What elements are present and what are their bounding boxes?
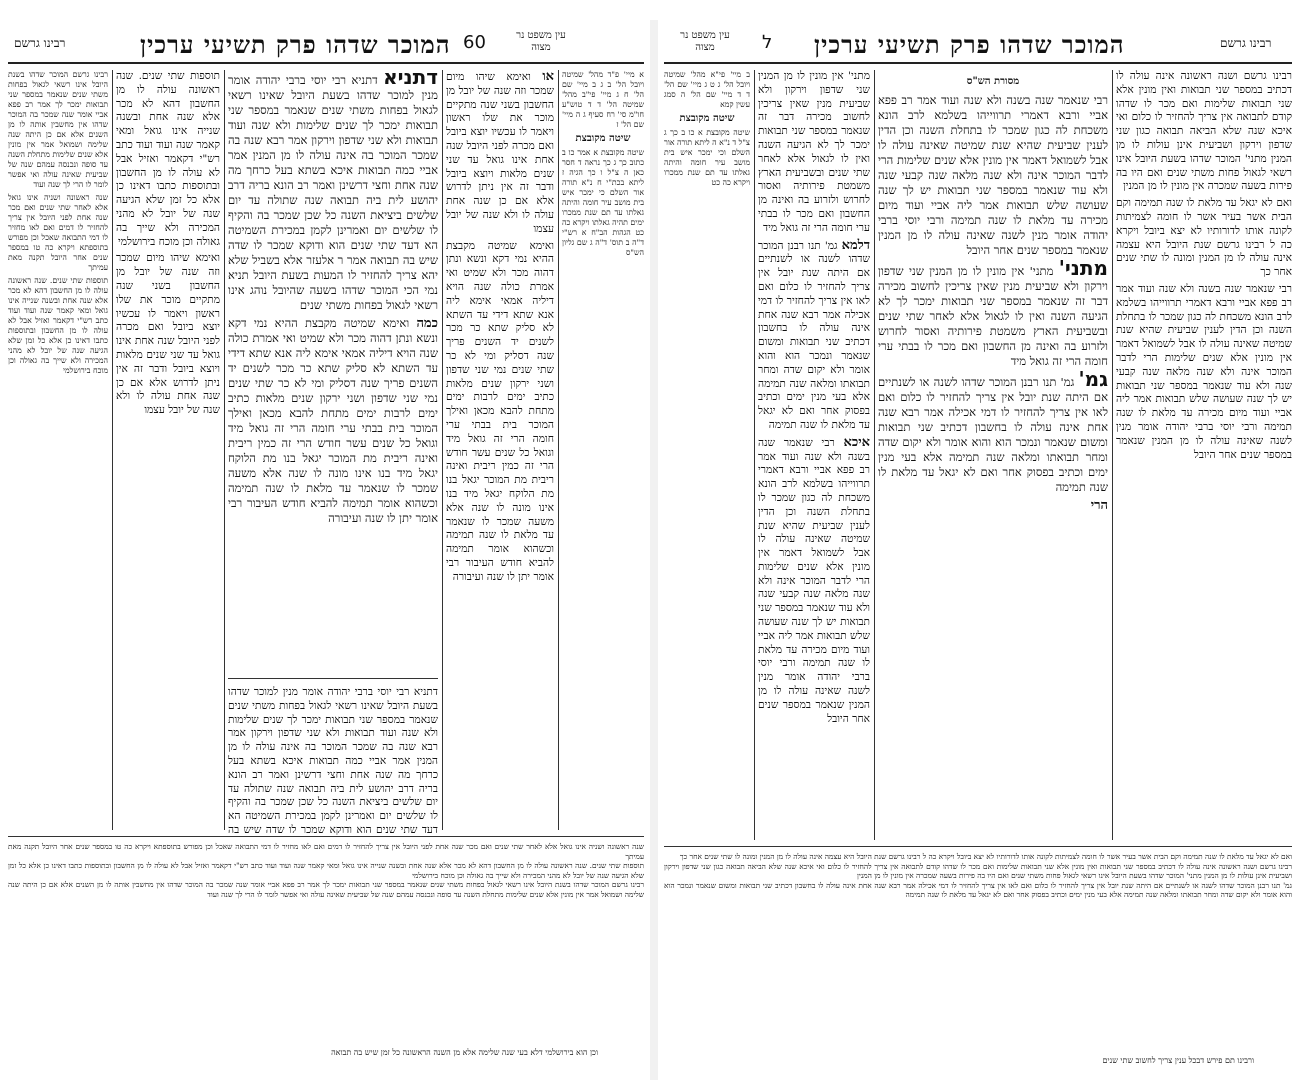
left-gershom-text-repeat: שנה ראשונה ושניה אינו גואל אלא לאחר שתי שנים ואם מכר שנה אחת לפני היובל אין צריך להחזיר לו דמים ואם לאו מחזיר לו דמי התבואה שאכל וכן מפורש בתוספתא ויקרא כה טו במספר שנים אחר היובל תקנה מאת עמיתך (8, 193, 108, 272)
left-gershom-text-repeat-2: תוספות שתי שנים. שנה ראשונה עולה לו מן החשבון דהא לא מכר אלא שנה אחת ובשנה שנייה אינו גואל ומאי קאמר שנה ועוד ועוד כתב רש"י דקאמר ואזיל אבל לא עולה לו מן החשבון ובתוספות כתבו דאינו כן אלא כל זמן שלא הגיעה שנה של יובל לא מהני המכירה ולא שייך בה גאולה וכן מוכח בירושלמי (8, 276, 108, 375)
left-ein-mishpat: א מיי' פ"ד מהל' שמיטה ויובל הל' ב ג ב מיי' שם הל' ח ג מיי' פי"ב מהל' שמיטה הל' ד ד טוש"ע חו"מ סי' רח סעיף ג ה מיי' שם הל' ז (562, 70, 644, 129)
right-footnote (694, 1056, 1254, 1068)
left-shita-label: שיטה מקובצת (575, 133, 631, 144)
right-ein-mishpat: ב מיי' פי"א מהל' שמיטה ויובל הל' ג ט ג מיי' שם הל' ד ד מיי' שם הל' ה סמג עשין קמא (664, 70, 750, 109)
left-main-divider (228, 678, 438, 679)
left-page-title: המוכר שדהו פרק תשיעי ערכין (140, 30, 451, 59)
left-tosafot-text: תוספות שתי שנים. שנה ראשונה עולה לו מן החשבון דהא לא מכר אלא שנה אחת ובשנה שנייה אינו גואל ומאי קאמר שנה ועוד ועוד כתב רש"י דקאמר ואזיל אבל לא עולה לו מן החשבון ובתוספות כתבו דאינו כן אלא כל זמן שלא הגיעה שנה של יובל לא מהני המכירה ולא שייך בה גאולה וכן מוכח בירושלמי (116, 70, 220, 248)
left-bottom-divider (8, 836, 644, 837)
right-gershom-text-2: ואם לא יגאל עד מלאת לו שנה תמימה וקם הבית אשר בעיר אשר לו חומה לצמיתות לקונה אותו לדורותיו לא יצא ביובל ויקרא כה ל רבינו גרשם שנת היובל היא עצמה אינה עולה לו מן המנין ומונה לו שתי שנים אחר כך (1116, 197, 1292, 279)
right-main-lower-text: גמ' תנו רבנן המוכר שדהו לשנה או לשנתיים אם היתה שנת יובל אין צריך להחזיר לו כלום ואם לאו אין צריך להחזיר לו דמי אכילה אמר רבא שנה אחת אינה עולה לו בחשבון דכתיב שני תבואות ומשום שנאמר ונמכר הוא והוא אומר ולא יקום שדה ומחר תבואתו ומלאה שנה תמימה אלא בעי מנין ימים וכתיב בפסוק אחר ואם לא יגאל עד מלאת לו שנה תמימה (878, 375, 1108, 494)
keyword-harei: הרי (1090, 498, 1108, 513)
right-column-head: עין משפט נר מצוה (680, 30, 730, 53)
right-inner-text: מתני' אין מונין לו מן המנין שני שדפון וירקון ולא שביעית מנין שאין צריכין לחשוב מכירה דבר זה שנאמר במספר שני תבואות ימכר לך לא הגיעה השנה ואין לו לגאול אלא לאחר שתי שנים ובשביעית הארץ משמטת פירותיה ואסור לחרוש ולזרוע בה ואינה מן החשבון ואם מכר לו בבתי ערי חומה הרי זה גואל מיד (758, 70, 870, 234)
keyword-dalma: דלמא (841, 237, 870, 253)
right-notes-column (664, 70, 750, 830)
left-footnote-text: וכן הוא בירושלמי דלא בעי שנה שלימה אלא מן השנה הראשונה כל זמן שיש בה תבואה (331, 1048, 598, 1057)
left-tosafot-column (116, 70, 220, 830)
left-talmud-text: דתניא רבי יוסי ברבי יהודה אומר מנין למוכר שדהו בשעת היובל שאינו רשאי לגאול בפחות משתי שנים שנאמר במספר שני תבואות ימכר לך שנים שלימות ולא שנה ועוד תבואות ולא שני שדפון וירקון אמר רבא שנה בה שמכר המוכר בה אינה עולה לו מן המנין אמר אביי כמה תבואות איכא בשתא בעל כרחך מה שנה אחת וחצי דרשינן ואמר רב הונא בריה דרב יהושע לית ביה תבואה שנה שתולה עד יום שלשים ביציאת השנה כל שכן שמכר בה והקיף לו שלשים יום ואמרינן לקמן במכירת השמיטה הא דעד שתי שנים הוא ודוקא שמכר לו שדה שיש בה תבואה אמר ר אלעזר אלא בשביל שלא יהא צריך להחזיר לו המעות בשעת היובל תניא נמי הכי המוכר שדהו בשעה שהיובל נוהג אינו רשאי לגאול בפחות משתי שנים (228, 73, 438, 312)
right-notes-text: שיטה מקובצת א כו ב כך ג צ"ל ד נ"א ה ליתא תורה אור השלם וכי ימכר איש בית מושב עיר חומה והיתה גאלתו עד תם שנת ממכרו ויקרא כה כט (664, 128, 750, 187)
right-rule-1 (754, 70, 755, 840)
right-inner-text-2: גמ' תנו רבנן המוכר שדהו לשנה או לשנתיים אם היתה שנת יובל אין צריך להחזיר לו כלום ואם לאו אין צריך להחזיר לו דמי אכילה אמר רבא שנה אחת אינה עולה לו בחשבון דכתיב שני תבואות ומשום שנאמר ונמכר הוא והוא אומר ולא יקום שדה ומחר תבואתו ומלאה שנה תמימה אלא בעי מנין ימים וכתיב בפסוק אחר ואם לא יגאל עד מלאת לו שנה תמימה (758, 239, 870, 431)
left-talmud-lower-column (228, 686, 438, 836)
left-bottom-notes-text: שנה ראשונה ושניה אינו גואל אלא לאחר שתי שנים ואם מכר שנה אחת לפני היובל אין צריך להחזיר לו דמים ואם לאו מחזיר לו דמי התבואה שאכל וכן מפורש בתוספתא ויקרא כה טו במספר שנים אחר היובל תקנה מאת עמיתך (8, 842, 644, 861)
left-footnote (38, 1048, 598, 1064)
keyword-kama: כמה (416, 316, 438, 331)
left-bottom-notes-text-2: תוספות שתי שנים. שנה ראשונה עולה לו מן החשבון דהא לא מכר אלא שנה אחת ובשנה שנייה אינו גואל ומאי קאמר שנה ועוד ועוד כתב רש"י דקאמר ואזיל אבל לא עולה לו מן החשבון ובתוספות כתבו דאינו כן אלא כל זמן שלא הגיעה שנה של יובל לא מהני המכירה ולא שייך בה גאולה וכן מוכח בירושלמי (8, 861, 644, 880)
left-gershom-column (8, 70, 108, 740)
left-inner-commentary (446, 70, 554, 830)
right-bottom-notes-text-3: גמ' תנו רבנן המוכר שדהו לשנה או לשנתיים אם היתה שנת יובל אין צריך להחזיר לו כלום ואם לאו אין צריך להחזיר לו דמי אכילה אמר רבא שנה אחת אינה עולה לו בחשבון דכתיב שני תבואות ומשום שנאמר ונמכר הוא והוא אומר ולא יקום שדה ומחר תבואתו ומלאה שנה תמימה אלא בעי מנין ימים וכתיב בפסוק אחר ואם לא יגאל עד מלאת לו שנה תמימה (664, 880, 1292, 900)
keyword-mathni: מתני' (1058, 256, 1108, 280)
left-talmud-lower-text: דתניא רבי יוסי ברבי יהודה אומר מנין למוכר שדהו בשעת היובל שאינו רשאי לגאול בפחות משתי שנים שנאמר במספר שני תבואות ימכר לך שנים שלימות ולא שנה ועוד תבואות ולא שני שדפון וירקון אמר רבא שנה בה שמכר המוכר בה אינה עולה לו מן המנין אמר אביי כמה תבואות איכא בשתא בעל כרחך מה שנה אחת וחצי דרשינן ואמר רב הונא בריה דרב יהושע לית ביה תבואה שנה שתולה עד יום שלשים ביציאת השנה כל שכן שמכר בה והקיף לו שלשים יום ואמרינן לקמן במכירת השמיטה הא דעד שתי שנים הוא ודוקא שמכר לו שדה שיש בה (228, 686, 438, 836)
keyword-dtania: דתניא (383, 70, 438, 89)
left-rule-2 (224, 70, 225, 830)
right-gershom-text-3: רבי שנאמר שנה בשנה ולא שנה ועוד אמר רב פפא אביי ורבא דאמרי תרווייהו בשלמא לרב הונא משכחת לה כגון שמכר לו בתחלת השנה וכן הדין לענין שביעית שהיא שנת שמיטה שאינה עולה לו אבל לשמואל דאמר אין מונין אלא שנים שלימות הרי לדבר המוכר אינה ולא שנה מלאה שנה קבעי שנה ולא עוד שנאמר במספר שני תבואות יש לך שנה שעושה שלש תבואות אמר ליה אביי ועוד מיום מכירה עד מלאת לו שנה תמימה ורבי יוסי ברבי יהודה אומר מנין לשנה שאינה עולה לו מן המנין שנאמר במספר שנים אחר היובל (1116, 282, 1292, 461)
left-talmud-text-cont: ואימא שמיטה מקבצת ההיא נמי דקא ונשא ונתן דהוה מכר ולא שמיט ואי אמרת כולה שנה הויא דיליה אמאי אימא ליה אנא שתא דידי עד השתא לא סליק שתא כר מכר לשנים יד השנים פריך שנה דסליק ומי לא כר שתי שנים נמי שני שדפון ושני ירקון שנים מלאות כתיב ימים לרבות ימים מתחת להבא מכאן ואילך המוכר בית בבתי ערי חומה הרי זה גואל מיד וגואל כל שנים עשר חודש הרי זה כמין ריבית ואינה ריבית מת המוכר יגאל בנו מת הלוקח יגאל מיד בנו אינו מונה לו שנה אלא משעה שמכר לו שנאמר עד מלאת לו שנה תמימה וכשהוא אומר תמימה להביא חודש העיבור רבי אומר יתן לו שנה ועיבורה (228, 316, 438, 525)
left-column-head: עין משפט נר מצוה (516, 30, 566, 53)
left-rule-3 (442, 70, 443, 830)
right-inner-text-3: רבי שנאמר שנה בשנה ולא שנה ועוד אמר רב פפא אביי ורבא דאמרי תרווייהו בשלמא לרב הונא משכחת לה כגון שמכר לו בתחלת השנה וכן הדין לענין שביעית שהיא שנת שמיטה שאינה עולה לו אבל לשמואל דאמר אין מונין אלא שנים שלימות הרי לדבר המוכר אינה ולא שנה מלאה שנה קבעי שנה ולא עוד שנאמר במספר שני תבואות יש לך שנה שעושה שלש תבואות אמר ליה אביי ועוד מיום מכירה עד מלאת לו שנה תמימה ורבי יוסי ברבי יהודה אומר מנין לשנה שאינה עולה לו מן המנין שנאמר במספר שנים אחר היובל (758, 436, 870, 725)
keyword-gemara: גמ' (1078, 367, 1108, 391)
left-talmud-main-column (228, 70, 438, 670)
right-gershom-text: רבינו גרשם ושנה ראשונה אינה עולה לו דכתיב במספר שני תבואות ואין מונין אלא שני תבואות שלימות ואם מכר לו שדהו קודם לתבואה אין צריך להחזיר לו כלום ואי איכא שנה שלא הביאה תבואה כגון שני שדפון וירקון ושביעית אינן עולות לו מן המנין מתני' המוכר שדהו בשעת היובל אינו רשאי לגאול פחות משתי שנים ואם היו בה פירות בשעה שמכרה אין מונין לו מן המנין (1116, 70, 1292, 193)
left-bottom-notes-text-3: רבינו גרשם המוכר שדהו בשנת היובל אינו רשאי לגאול בפחות משתי שנים שנאמר במספר שני תבואות ימכר לך אמר רב פפא אביי אומר שנה שמכר בה המוכר שדהו אין מחשבין אותה לו מן השנים אלא אם כן היתה שנה שלימה ושמואל אמר אין מונין אלא שנים שלימות מתחלת השנה עד סופה ונכנסה עמהם שנה של שביעית שאינה עולה ואי אפשר לומר לו הרי לך שנה ועוד (8, 880, 644, 899)
left-folio-number: 60 (463, 32, 486, 53)
left-page (8, 28, 644, 1068)
right-folio-letter: ל (762, 32, 773, 53)
right-footnote-text: ורבינו תם פירש דבכל ענין צריך לחשוב שתי שנים (1102, 1056, 1254, 1065)
keyword-ika: איכא (843, 434, 870, 450)
right-talmud-text: רבי שנאמר שנה בשנה ולא שנה ועוד אמר רב פפא אביי ורבא דאמרי תרווייהו בשלמא לרב הונא משכחת לה כגון שמכר לו בתחלת השנה וכן הדין לענין שביעית שהיא שנת שמיטה שאינה עולה לו אבל לשמואל דאמר אין מונין אלא שנים שלימות הרי לדבר המוכר אינה ולא שנה מלאה שנה קבעי שנה ולא עוד שנאמר במספר שני תבואות יש לך שנה שעושה שלש תבואות אמר ליה אביי ועוד מיום מכירה עד מלאת לו שנה תמימה ורבי יוסי ברבי יהודה אומר מנין לשנה שאינה עולה לו מן המנין שנאמר במספר שנים אחר היובל (878, 93, 1108, 257)
left-rule-4 (558, 70, 559, 830)
left-inner-text: ואימא שיהו מיום שמכר וזה שנה של יובל מן החשבון בשני שנה מתקיים מוכר את שלו ראשון ויאמר לו עכשיו יוצא ביובל ואם מכרה לפני היובל שנה אחת אינו גואל עד שני שנים מלאות ויוצא ביובל ודבר זה אין ניתן לדרוש אלא אם כן שנה אחת עולה לו ולא שנה של יובל עצמו (446, 71, 554, 235)
left-page-header (8, 28, 644, 64)
right-masoret-label: מסורת הש"ס (966, 76, 1020, 87)
right-bottom-divider (664, 846, 1292, 847)
left-tosafot-text-2: ואימא שיהו מיום שמכר וזה שנה של יובל מן החשבון בשני שנה מתקיים מוכר את שלו ראשון ויאמר לו עכשיו יוצא ביובל ואם מכרה לפני היובל שנה אחת אינו גואל עד שני שנים מלאות ויוצא ביובל ודבר זה אין ניתן לדרוש אלא אם כן שנה אחת עולה לו ולא שנה של יובל עצמו (116, 252, 220, 417)
right-running-label: רבינו גרשם (1220, 36, 1272, 50)
left-gershom-text: רבינו גרשם המוכר שדהו בשנת היובל אינו רשאי לגאול בפחות משתי שנים שנאמר במספר שני תבואות ימכר לך אמר רב פפא אביי אומר שנה שמכר בה המוכר שדהו אין מחשבין אותה לו מן השנים אלא אם כן היתה שנה שלימה ושמואל אמר אין מונין אלא שנים שלימות מתחלת השנה עד סופה ונכנסה עמהם שנה של שביעית שאינה עולה ואי אפשר לומר לו הרי לך שנה ועוד (8, 70, 108, 189)
right-gershom-column (1116, 70, 1292, 840)
left-inner-text-2: ואימא שמיטה מקבצת ההיא נמי דקא ונשא ונתן דהוה מכר ולא שמיט ואי אמרת כולה שנה הויא דיליה אמאי אימא ליה אנא שתא דידי עד השתא לא סליק שתא כר מכר לשנים יד השנים פריך שנה דסליק ומי לא כר שתי שנים נמי שני שדפון ושני ירקון שנים מלאות כתיב ימים לרבות ימים מתחת להבא מכאן ואילך המוכר בית בבתי ערי חומה הרי זה גואל מיד וגואל כל שנים עשר חודש הרי זה כמין ריבית ואינה ריבית מת המוכר יגאל בנו מת הלוקח יגאל מיד בנו אינו מונה לו שנה אלא משעה שמכר לו שנאמר עד מלאת לו שנה תמימה וכשהוא אומר תמימה להביא חודש העיבור רבי אומר יתן לו שנה ועיבורה (446, 239, 554, 583)
right-inner-commentary (758, 70, 870, 840)
keyword-o: או (542, 70, 554, 84)
right-page-title: המוכר שדהו פרק תשיעי ערכין (814, 30, 1125, 59)
book-gutter (650, 20, 658, 1080)
right-shita-label: שיטה מקובצת (679, 113, 735, 124)
left-notes-column (562, 70, 644, 830)
left-notes-text: שיטה מקובצת א אמר כו ב כתוב כך ג כך נראה ד חסר כאן ה צ"ל ו כך הגיה ז ליתא בכת"י ח נ"א תורה אור השלם כי ימכר איש בית מושב עיר חומה והיתה גאלתו עד תם שנת ממכרו ימים תהיה גאלתו ויקרא כה כט הגהות הב"ח א רש"י ד"ה ב תוס' ד"ה ג שם גליון הש"ס (562, 148, 644, 257)
right-page (664, 28, 1292, 1068)
right-bottom-notes-text: ואם לא יגאל עד מלאת לו שנה תמימה וקם הבית אשר בעיר אשר לו חומה לצמיתות לקונה אותו לדורותיו לא יצא ביובל ויקרא כה ל רבינו גרשם שנת היובל היא עצמה אינה עולה לו מן המנין ומונה לו שתי שנים אחר כך (679, 852, 1292, 861)
right-rule-2 (874, 70, 875, 840)
right-bottom-notes (664, 852, 1292, 1052)
right-bottom-notes-text-2: רבינו גרשם ושנה ראשונה אינה עולה לו דכתיב במספר שני תבואות ואין מונין אלא שני תבואות שלימות ואם מכר לו שדהו קודם לתבואה אין צריך להחזיר לו כלום ואי איכא שנה שלא הביאה תבואה כגון שני שדפון וירקון ושביעית אינן עולות לו מן המנין מתני' המוכר שדהו בשעת היובל אינו רשאי לגאול פחות משתי שנים ואם היו בה פירות בשעה שמכרה אין מונין לו מן המנין (664, 861, 1292, 881)
left-rule-1 (112, 70, 113, 830)
left-running-label: רבינו גרשם (14, 36, 66, 50)
right-mid-text: מתני' אין מונין לו מן המנין שני שדפון וירקון ולא שביעית מנין שאין צריכין לחשוב מכירה דבר זה שנאמר במספר שני תבואות ימכר לך לא הגיעה השנה ואין לו לגאול אלא לאחר שתי שנים ובשביעית הארץ משמטת פירותיה ואסור לחרוש ולזרוע בה ואינה מן החשבון ואם מכר לו בבתי ערי חומה הרי זה גואל מיד (878, 264, 1108, 368)
right-rule-3 (1112, 70, 1113, 840)
right-talmud-main-column (878, 70, 1108, 840)
right-page-header (664, 28, 1292, 64)
left-bottom-notes (8, 842, 644, 1042)
